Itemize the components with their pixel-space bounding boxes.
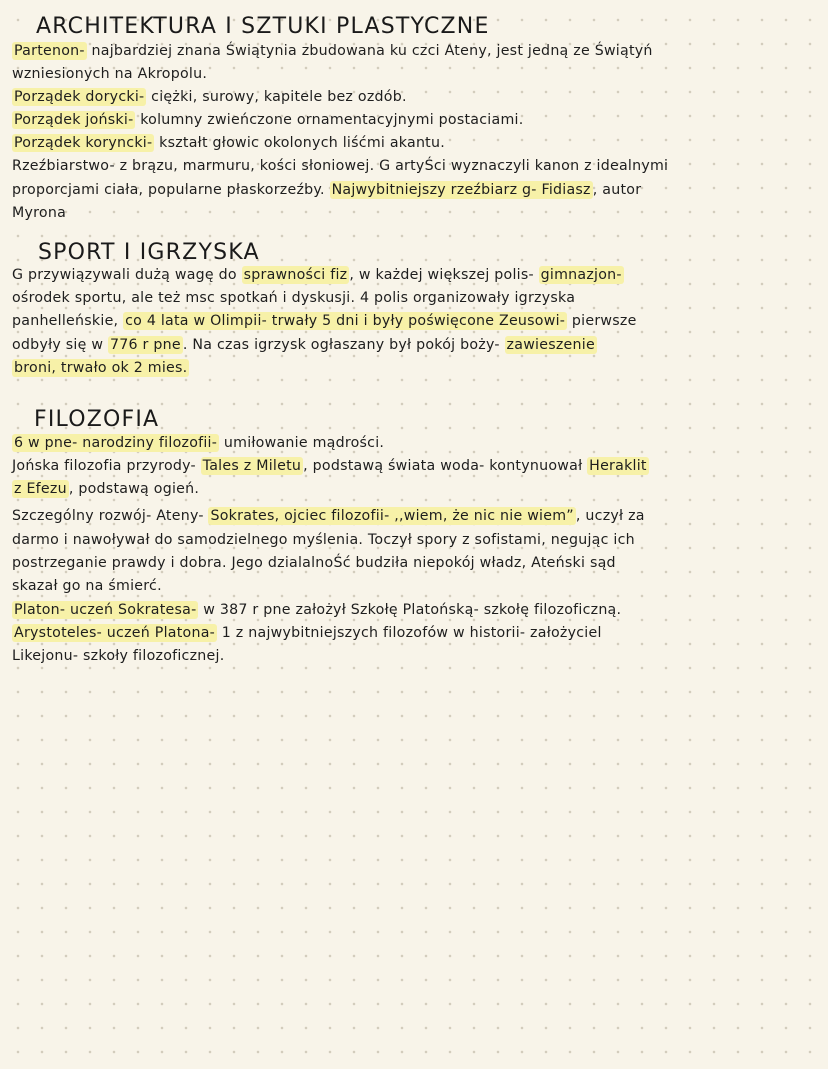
line-text: , podstawą świata woda- kontynuował	[303, 458, 588, 474]
highlighted-text: Platon- uczeń Sokratesa-	[14, 602, 197, 618]
philosophy-line-6	[12, 553, 812, 573]
line-text: Jońska filozofia przyrody-	[12, 458, 201, 474]
line-text: proporcjami ciała, popularne płaskorzeźby.	[12, 182, 330, 198]
philosophy-line-4	[12, 506, 812, 526]
philosophy-line-10	[12, 646, 812, 666]
highlighted-text: sprawności fiz	[243, 267, 348, 283]
highlighted-text: broni, trwało ok 2 mies.	[14, 360, 188, 376]
highlighted-text: Porządek koryncki-	[14, 135, 153, 151]
architecture-line-5	[12, 133, 812, 153]
highlighted-text: zawieszenie	[506, 337, 595, 353]
line-text: kształt głowic okolonych liśćmi akantu.	[154, 135, 445, 151]
line-text: skazał go na śmierć.	[12, 578, 162, 594]
line-text: w 387 r pne założył Szkołę Platońską- szkołę filozoficzną.	[198, 602, 622, 618]
highlighted-text: gimnazjon-	[540, 267, 622, 283]
philosophy-line-5	[12, 530, 812, 550]
philosophy-line-7	[12, 576, 812, 596]
line-text: odbyły się w	[12, 337, 108, 353]
philosophy-line-2	[12, 456, 812, 476]
highlighted-text: z Efezu	[14, 481, 67, 497]
line-text: G przywiązywali dużą wagę do	[12, 267, 242, 283]
highlighted-text: Najwybitniejszy rzeźbiarz g- Fidiasz	[331, 182, 591, 198]
section-title-philosophy: FILOZOFIA	[34, 407, 160, 432]
highlighted-text: Sokrates, ojciec filozofii- ,,wiem, że nic nie wiem”	[210, 508, 574, 524]
sport-line-4	[12, 335, 812, 355]
sport-line-5	[12, 358, 812, 378]
philosophy-line-8	[12, 600, 812, 620]
line-text: Likejonu- szkoły filozoficznej.	[12, 648, 225, 664]
architecture-line-1	[12, 41, 812, 61]
philosophy-line-3	[12, 479, 812, 499]
highlighted-text: Arystoteles- uczeń Platona-	[14, 625, 216, 641]
architecture-line-7	[12, 180, 812, 200]
line-text: panhelleńskie,	[12, 313, 124, 329]
highlighted-text: co 4 lata w Olimpii- trwały 5 dni i były poświęcone Zeusowi-	[125, 313, 566, 329]
line-text: Myrona	[12, 205, 67, 221]
line-text: 1 z najwybitniejszych filozofów w historii- założyciel	[217, 625, 602, 641]
architecture-line-8	[12, 203, 812, 223]
sport-line-1	[12, 265, 812, 285]
line-text: ciężki, surowy, kapitele bez ozdób.	[146, 89, 407, 105]
line-text: najbardziej znana Świątynia zbudowana ku czci Ateny, jest jedną ze Świątyń	[86, 43, 653, 59]
highlighted-text: Porządek joński-	[14, 112, 134, 128]
line-text: . Na czas igrzysk ogłaszany był pokój boży-	[182, 337, 505, 353]
line-text: postrzeganie prawdy i dobra. Jego dzialalnoŚć budziła niepokój władz, Ateński sąd	[12, 555, 616, 571]
line-text: darmo i nawoływał do samodzielnego myślenia. Toczył spory z sofistami, negując ich	[12, 532, 635, 548]
highlighted-text: 776 r pne	[109, 337, 181, 353]
highlighted-text: Partenon-	[14, 43, 85, 59]
section-title-architecture: ARCHITEKTURA I SZTUKI PLASTYCZNE	[36, 14, 490, 39]
highlighted-text: Heraklit	[589, 458, 647, 474]
line-text: Szczególny rozwój- Ateny-	[12, 508, 209, 524]
line-text: wzniesionych na Akropolu.	[12, 66, 208, 82]
line-text: pierwsze	[567, 313, 637, 329]
highlighted-text: Porządek dorycki-	[14, 89, 145, 105]
architecture-line-2	[12, 64, 812, 84]
architecture-line-6	[12, 156, 812, 176]
line-text: umiłowanie mądrości.	[219, 435, 385, 451]
section-title-sport: SPORT I IGRZYSKA	[38, 240, 260, 265]
line-text: kolumny zwieńczone ornamentacyjnymi postaciami.	[135, 112, 524, 128]
philosophy-line-1	[12, 433, 812, 453]
line-text: , podstawą ogień.	[68, 481, 200, 497]
architecture-line-4	[12, 110, 812, 130]
sport-line-3	[12, 311, 812, 331]
highlighted-text: 6 w pne- narodziny filozofii-	[14, 435, 218, 451]
line-text: Rzeźbiarstwo- z brązu, marmuru, kości słoniowej. G artyŚci wyznaczyli kanon z idealnymi	[12, 158, 669, 174]
line-text: ośrodek sportu, ale też msc spotkań i dyskusji. 4 polis organizowały igrzyska	[12, 290, 576, 306]
highlighted-text: Tales z Miletu	[202, 458, 302, 474]
line-text: , w każdej większej polis-	[349, 267, 539, 283]
line-text: , uczył za	[575, 508, 645, 524]
sport-line-2	[12, 288, 812, 308]
philosophy-line-9	[12, 623, 812, 643]
line-text: , autor	[592, 182, 642, 198]
architecture-line-3	[12, 87, 812, 107]
